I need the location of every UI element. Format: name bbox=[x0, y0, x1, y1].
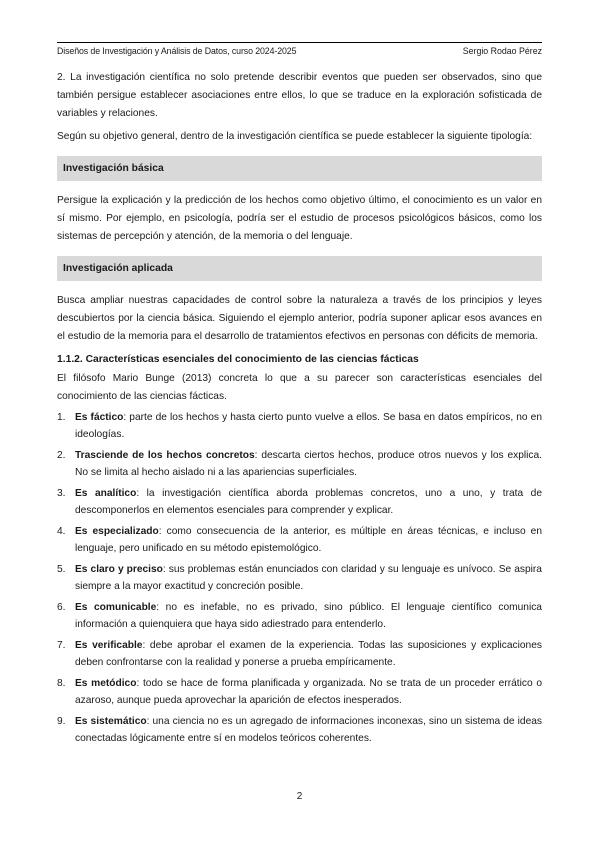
item-term: Es sistemático bbox=[75, 716, 147, 727]
section-title: 1.1.2. Características esenciales del conocimiento de las ciencias fácticas bbox=[57, 354, 419, 365]
item-term: Es especializado bbox=[75, 526, 159, 537]
list-item: 9. Es sistemático: una ciencia no es un agregado de informaciones inconexas, sino un sistema de ideas conectadas lógicamente entre sí en modelos teóricos coherentes. bbox=[57, 716, 542, 744]
applied-research-text: Busca ampliar nuestras capacidades de control sobre la naturaleza a través de los principios y leyes descubiertos por la ciencia básica. Siguiendo el ejemplo anterior, podría suponer aplicar esos avances en el estudio de la memoria para el desarrollo de tratamientos efectivos en personas con déficits de memoria. bbox=[57, 295, 542, 342]
item-text: : sus problemas están enunciados con claridad y su lenguaje es unívoco. Se aspira siempre a la mayor exactitud y concreción posible. bbox=[75, 564, 542, 592]
page-number: 2 bbox=[296, 791, 303, 802]
basic-research-heading: Investigación básica bbox=[57, 156, 542, 181]
item-text: : debe aprobar el examen de la experiencia. Todas las suposiciones y explicaciones deben confrontarse con la realidad y ponerse a prueba empíricamente. bbox=[75, 640, 542, 668]
item-text: : como consecuencia de la anterior, es múltiple en áreas técnicas, e incluso en lenguaje, pero unificado en su método epistemológico. bbox=[75, 526, 543, 554]
item-term: Es metódico bbox=[75, 678, 137, 689]
characteristics-list bbox=[57, 409, 542, 747]
item-term: Es fáctico bbox=[75, 412, 124, 423]
item-text: : no es inefable, no es privado, sino público. El lenguaje científico comunica información a quienquiera que haya sido adiestrado para entenderlo. bbox=[75, 602, 542, 630]
header-rule bbox=[57, 42, 542, 43]
list-item: 5. Es claro y preciso: sus problemas están enunciados con claridad y su lenguaje es unívoco. Se aspira siempre a la mayor exactitud y concreción posible. bbox=[57, 564, 542, 592]
item-text: : descarta ciertos hechos, produce otros nuevos y los explica. No se limita al hecho aislado ni a las apariencias superficiales. bbox=[75, 450, 542, 478]
item-term: Trasciende de los hechos concretos bbox=[75, 450, 255, 461]
item-term: Es comunicable bbox=[75, 602, 157, 613]
applied-research-heading: Investigación aplicada bbox=[57, 256, 542, 281]
list-item: 6. Es comunicable: no es inefable, no es privado, sino público. El lenguaje científico comunica información a quienquiera que haya sido adiestrado para entenderlo. bbox=[57, 602, 542, 630]
section-intro: El filósofo Mario Bunge (2013) concreta lo que a su parecer son características esenciales del conocimiento de las ciencias fácticas. bbox=[57, 373, 542, 402]
paragraph-2: Según su objetivo general, dentro de la investigación científica se puede establecer la siguiente tipología: bbox=[57, 131, 533, 142]
item-term: Es verificable bbox=[75, 640, 143, 651]
header-author: Sergio Rodao Pérez bbox=[462, 46, 542, 56]
list-item: 2. Trasciende de los hechos concretos: descarta ciertos hechos, produce otros nuevos y los explica. No se limita al hecho aislado ni a las apariencias superficiales. bbox=[57, 450, 542, 478]
list-item: 1. Es fáctico: parte de los hechos y hasta cierto punto vuelve a ellos. Se basa en datos empíricos, no en ideologías. bbox=[57, 412, 542, 440]
paragraph-1: 2. La investigación científica no solo pretende describir eventos que pueden ser observados, sino que también persigue establecer asociaciones entre ellos, lo que se traduce en la exploración sofisticada de variables y relaciones. bbox=[57, 72, 542, 119]
item-term: Es analítico bbox=[75, 488, 137, 499]
item-text: : la investigación científica aborda problemas concretos, uno a uno, y trata de descomponerlos en elementos esenciales para comprender y explicar. bbox=[75, 488, 542, 516]
item-text: : todo se hace de forma planificada y organizada. No se trata de un proceder errático o azaroso, aunque pueda aprovechar la aparición de efectos inesperados. bbox=[75, 678, 542, 706]
header-course: Diseños de Investigación y Análisis de Datos, curso 2024-2025 bbox=[57, 46, 297, 56]
item-text: : parte de los hechos y hasta cierto punto vuelve a ellos. Se basa en datos empíricos, no en ideologías. bbox=[75, 412, 542, 440]
list-item: 3. Es analítico: la investigación científica aborda problemas concretos, uno a uno, y trata de descomponerlos en elementos esenciales para comprender y explicar. bbox=[57, 488, 542, 516]
item-text: : una ciencia no es un agregado de informaciones inconexas, sino un sistema de ideas conectadas lógicamente entre sí en modelos teóricos coherentes. bbox=[75, 716, 542, 744]
basic-research-text: Persigue la explicación y la predicción de los hechos como objetivo último, el conocimiento es un valor en sí mismo. Por ejemplo, en psicología, podría ser el estudio de procesos psicológicos básicos, como los sistemas de percepción y atención, de la memoria o del lenguaje. bbox=[57, 195, 542, 242]
list-item: 7. Es verificable: debe aprobar el examen de la experiencia. Todas las suposiciones y explicaciones deben confrontarse con la realidad y ponerse a prueba empíricamente. bbox=[57, 640, 542, 668]
page-content bbox=[57, 69, 542, 751]
item-term: Es claro y preciso bbox=[75, 564, 163, 575]
list-item: 4. Es especializado: como consecuencia de la anterior, es múltiple en áreas técnicas, e incluso en lenguaje, pero unificado en su método epistemológico. bbox=[57, 526, 543, 554]
list-item: 8. Es metódico: todo se hace de forma planificada y organizada. No se trata de un proceder errático o azaroso, aunque pueda aprovechar la aparición de efectos inesperados. bbox=[57, 678, 542, 706]
